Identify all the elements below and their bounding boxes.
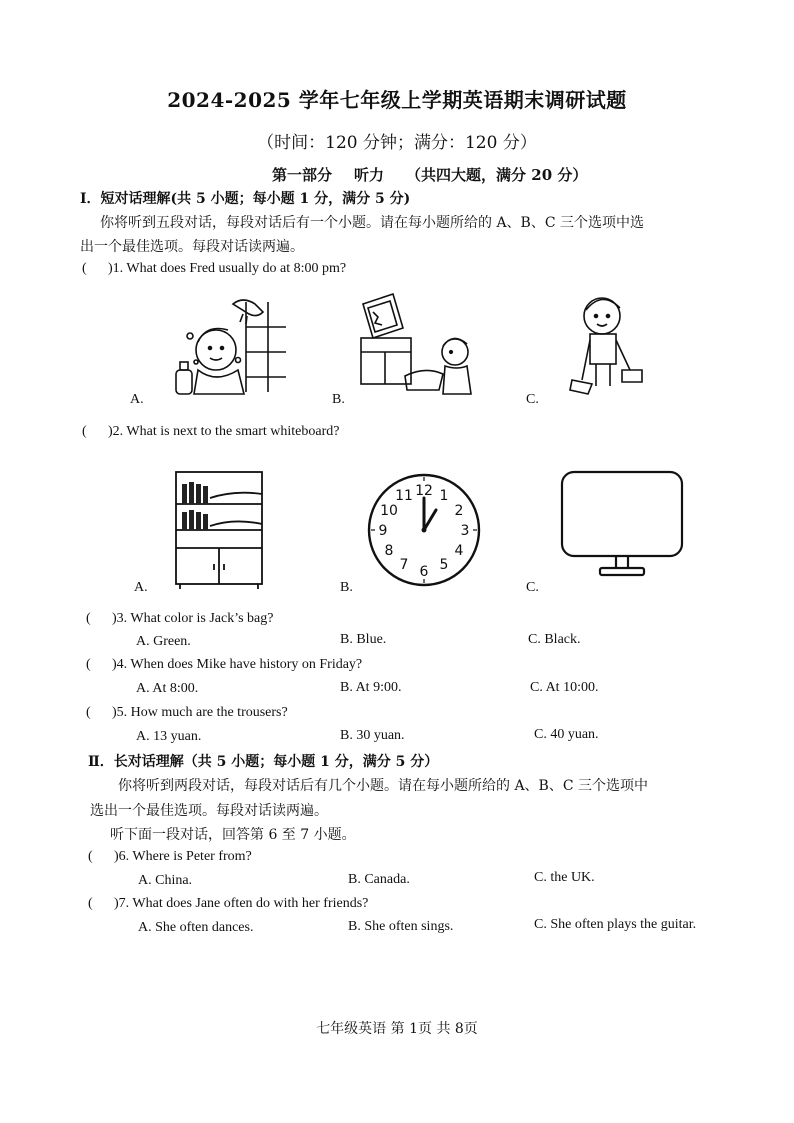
question-6 [88, 849, 252, 865]
answer-blank: ( [88, 849, 93, 864]
monitor-picture [558, 470, 686, 580]
boy-sweeping-picture [560, 290, 650, 402]
q2-option-b-label: B. [340, 580, 353, 595]
q3-option-c: C. Black. [528, 632, 581, 647]
section2-instruction-line1: 你将听到两段对话，每段对话后有几个小题。请在每小题所给的 A、B、C 三个选项中 [118, 778, 649, 794]
section2-instruction-line2: 选出一个最佳选项。每段对话读两遍。 [90, 803, 328, 819]
question-1 [82, 261, 346, 277]
q2-option-c-label: C. [526, 580, 539, 595]
part-name: 第一部分 [272, 166, 333, 184]
boy-watching-tv-picture [355, 290, 485, 402]
question-6-text: )6. Where is Peter from? [114, 849, 252, 864]
question-3-text: )3. What color is Jack’s bag? [112, 611, 274, 626]
question-4-text: )4. When does Mike have history on Friday? [112, 657, 363, 672]
answer-blank: ( [82, 261, 87, 276]
clock-number: 8 [384, 543, 394, 559]
section1-instruction-line2: 出一个最佳选项。每段对话读两遍。 [80, 239, 304, 255]
q5-option-a: A. 13 yuan. [136, 729, 202, 744]
clock-picture [364, 470, 484, 590]
exam-title: 2024-2025 学年七年级上学期英语期末调研试题 [167, 88, 627, 112]
q3-option-a: A. Green. [136, 634, 191, 649]
part-label: 听力 [354, 166, 385, 184]
clock-number: 12 [415, 483, 433, 499]
clock-number: 1 [439, 488, 449, 504]
clock-number: 4 [454, 543, 464, 559]
clock-number: 7 [399, 557, 409, 573]
q1-option-b-label: B. [332, 392, 345, 407]
clock-number: 5 [439, 557, 449, 573]
clock-number: 6 [419, 564, 429, 580]
boy-washing-face-picture [168, 292, 288, 400]
q7-option-c: C. She often plays the guitar. [534, 917, 697, 932]
exam-subtitle: （时间：120 分钟；满分：120 分） [257, 133, 537, 153]
question-2 [82, 424, 339, 440]
question-7 [88, 896, 368, 912]
clock-number: 10 [380, 503, 398, 519]
section1-instruction-line1: 你将听到五段对话，每段对话后有一个小题。请在每小题所给的 A、B、C 三个选项中选 [100, 215, 645, 231]
question-5 [86, 705, 288, 721]
q5-option-b: B. 30 yuan. [340, 728, 405, 743]
q6-option-c: C. the UK. [534, 870, 595, 885]
clock-number: 9 [378, 523, 388, 539]
q7-option-a: A. She often dances. [138, 920, 254, 935]
answer-blank: ( [86, 657, 91, 672]
q2-option-a-label: A. [134, 580, 148, 595]
answer-blank: ( [82, 424, 87, 439]
part-note: （共四大题，满分 20 分） [406, 166, 588, 184]
page-footer: 七年级英语 第 1页 共 8页 [316, 1021, 478, 1037]
answer-blank: ( [86, 705, 91, 720]
q6-option-b: B. Canada. [348, 872, 410, 887]
q4-option-b: B. At 9:00. [340, 680, 402, 695]
q1-option-c-label: C. [526, 392, 539, 407]
q1-option-a-label: A. [130, 392, 144, 407]
q4-option-c: C. At 10:00. [530, 680, 599, 695]
question-4 [86, 657, 362, 673]
q4-option-a: A. At 8:00. [136, 681, 199, 696]
q7-option-b: B. She often sings. [348, 919, 454, 934]
q6-option-a: A. China. [138, 873, 193, 888]
section1-heading: Ⅰ．短对话理解(共 5 小题；每小题 1 分，满分 5 分) [80, 191, 411, 207]
question-1-text: )1. What does Fred usually do at 8:00 pm? [108, 261, 347, 276]
question-2-text: )2. What is next to the smart whiteboard? [108, 424, 340, 439]
question-7-text: )7. What does Jane often do with her friends? [114, 896, 369, 911]
section2-listen-note: 听下面一段对话，回答第 6 至 7 小题。 [110, 827, 356, 843]
question-3 [86, 611, 273, 627]
section2-heading: Ⅱ．长对话理解（共 5 小题；每小题 1 分，满分 5 分） [88, 754, 439, 770]
clock-number: 2 [454, 503, 464, 519]
question-5-text: )5. How much are the trousers? [112, 705, 288, 720]
answer-blank: ( [88, 896, 93, 911]
q5-option-c: C. 40 yuan. [534, 727, 599, 742]
clock-number: 3 [460, 523, 470, 539]
bookshelf-picture [170, 468, 268, 590]
part-heading [272, 164, 587, 185]
q3-option-b: B. Blue. [340, 632, 387, 647]
clock-number: 11 [395, 488, 413, 504]
answer-blank: ( [86, 611, 91, 626]
